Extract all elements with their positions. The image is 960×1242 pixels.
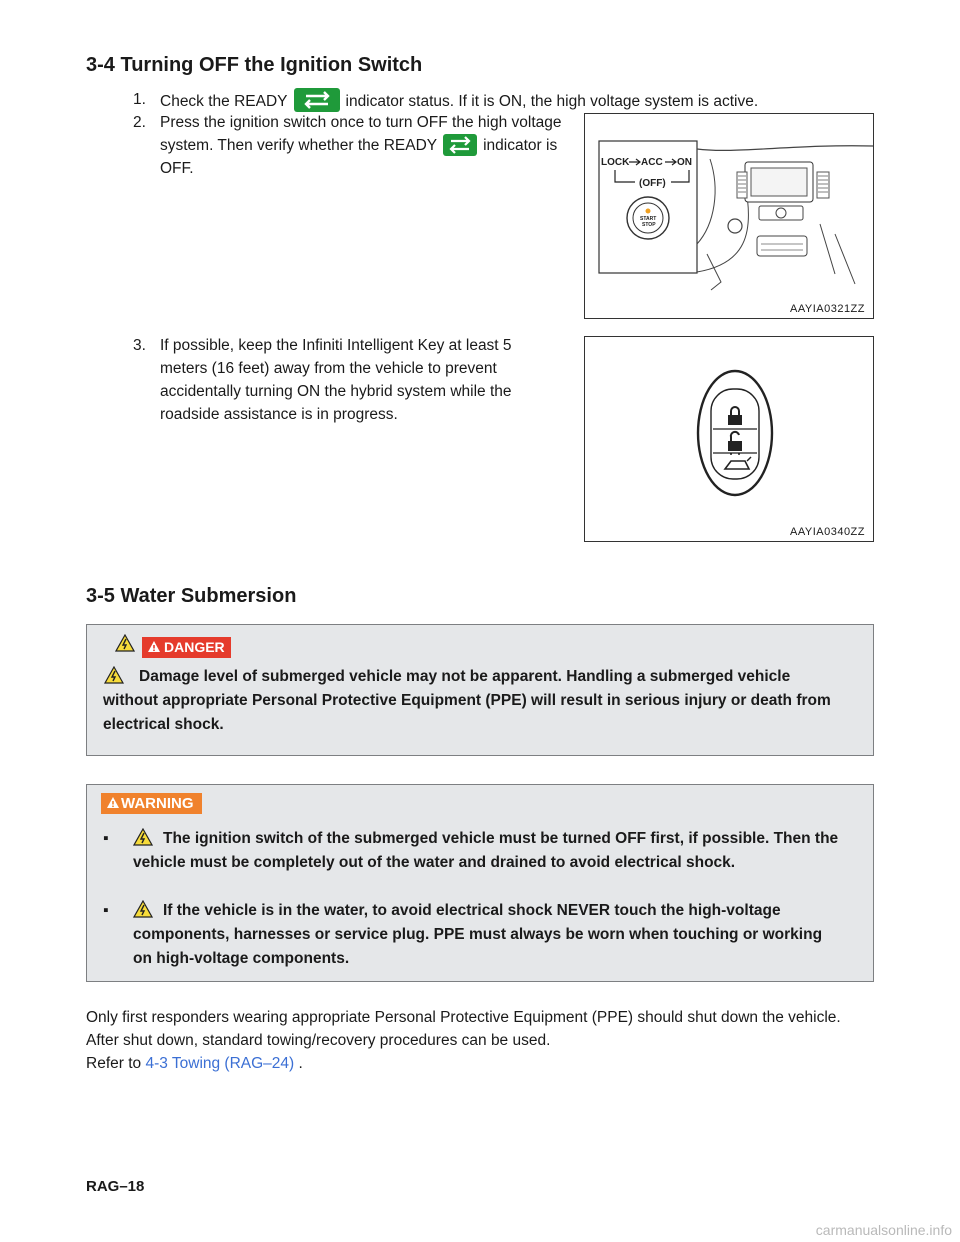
ignition-switch-illustration: [585, 114, 873, 318]
high-voltage-icon: [133, 828, 153, 846]
warning-triangle-icon: [147, 640, 161, 653]
warning-box: [86, 784, 874, 982]
high-voltage-icon: [115, 634, 135, 652]
towing-link[interactable]: 4-3 Towing (RAG–24): [145, 1055, 295, 1072]
label-off: (OFF): [639, 178, 666, 189]
label-lock: LOCK: [601, 157, 630, 168]
figure-ignition-switch: [584, 113, 874, 319]
intelligent-key-illustration: [585, 337, 873, 541]
label-start: START: [640, 216, 657, 222]
figure-intelligent-key: [584, 336, 874, 542]
watermark: carmanualsonline.info: [815, 1222, 952, 1238]
label-acc: ACC: [641, 157, 663, 168]
danger-badge: DANGER: [142, 637, 231, 658]
body-paragraph: Only first responders wearing appropriate Personal Protective Equipment (PPE) should shut down the vehicle. After shut down, standard towing/recovery procedures can be used. Refer to 4-3 Towing (RAG–24) .: [86, 1009, 841, 1072]
figure-code: AAYIA0321ZZ: [790, 303, 865, 315]
ready-indicator-icon: [294, 88, 340, 112]
danger-text: Damage level of submerged vehicle may not be apparent. Handling a submerged vehicle without appropriate Personal Protective Equipment (PPE) will result in serious injury or death from electrical shock.: [103, 668, 831, 733]
warning-triangle-icon: [106, 796, 120, 809]
label-on: ON: [677, 157, 692, 168]
high-voltage-icon: [133, 900, 153, 918]
section-title-3-5: 3-5 Water Submersion: [86, 585, 297, 607]
high-voltage-icon: [103, 666, 125, 684]
warning-badge: WARNING: [101, 793, 202, 814]
label-stop: STOP: [642, 222, 656, 228]
page-number: RAG–18: [86, 1178, 145, 1195]
danger-box: [86, 624, 874, 756]
step-2: 2. Press the ignition switch once to turn OFF the high voltage system. Then verify whether the READY indicator is OFF.: [133, 114, 562, 177]
figure-code: AAYIA0340ZZ: [790, 526, 865, 538]
step-1: 1. Check the READY indicator status. If it is ON, the high voltage system is active.: [133, 88, 833, 113]
step-3: 3. If possible, keep the Infiniti Intelligent Key at least 5 meters (16 feet) away from the vehicle to prevent accidentally turning ON the hybrid system while the roadside assistance is in progress.: [133, 337, 512, 423]
warning-item-1: ▪ The ignition switch of the submerged vehicle must be turned OFF first, if possible. Then the vehicle must be completely out of the water and drained to avoid electrical shock.: [103, 830, 839, 871]
section-title-3-4: 3-4 Turning OFF the Ignition Switch: [86, 54, 423, 76]
warning-item-2: ▪ If the vehicle is in the water, to avoid electrical shock NEVER touch the high-voltage components, harnesses or service plug. PPE must always be worn when touching or working on high-voltage components.: [103, 902, 823, 967]
ready-indicator-icon: [443, 134, 477, 156]
